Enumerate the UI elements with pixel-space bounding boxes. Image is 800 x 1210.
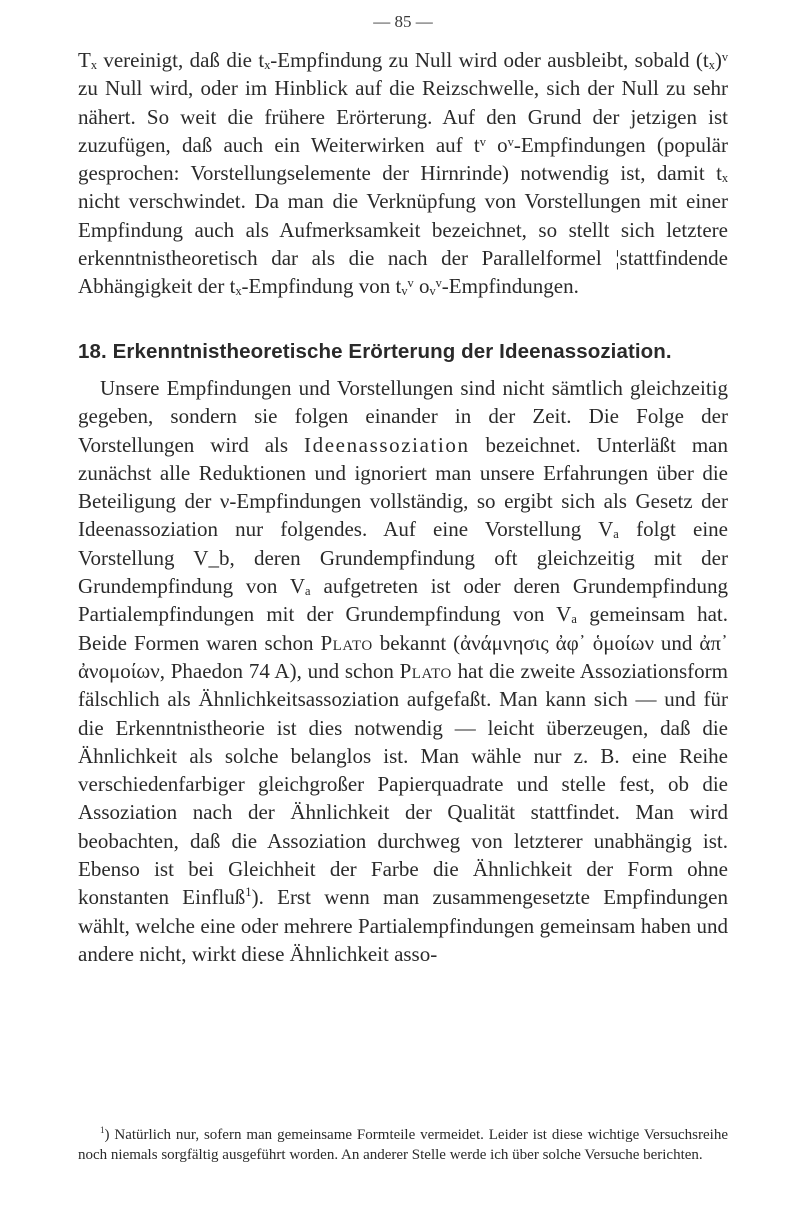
spaced-term: Ideenassoziation	[304, 432, 470, 457]
footnote-reference: 1	[245, 885, 252, 900]
author-name: Plato	[320, 630, 373, 655]
paragraph-ideenassoziation	[78, 374, 728, 968]
page-number: — 85 —	[373, 12, 433, 31]
text-segment: bekannt (ἀνάμνησις ἀφ᾽ ὁμοίων und ἀπ᾽ ἀνομοίων, Phaedon 74 A), und schon	[78, 630, 729, 683]
author-name: Plato	[399, 658, 452, 683]
footnote-marker: 1	[100, 1125, 105, 1135]
text-segment: ). Erst wenn man zusammengesetzte Empfindungen wählt, welche eine oder mehrere Partialempfindungen gemeinsam haben und andere nicht, wirkt diese Ähnlichkeit asso-	[78, 885, 729, 966]
text-segment: bezeichnet. Unterläßt man zunächst alle Reduktionen und ignoriert man unsere Erfahrungen über die Beteiligung der ν-Empfindungen vollständig, so ergibt sich als Gesetz der Ideenassoziation nur folgendes. Auf eine Vorstellung Vₐ folgt eine Vorstellung V_b, deren Grundempfindung oft gleichzeitig mit der Grundempfindung von Vₐ aufgetreten ist oder deren Grundempfindung Partialempfindungen mit der Grundempfindung von Vₐ gemeinsam hat. Beide Formen waren schon	[78, 432, 728, 655]
section-heading: 18. Erkenntnistheoretische Erörterung der Ideenassoziation.	[78, 340, 672, 363]
text-segment: Unsere Empfindungen und Vorstellungen sind nicht sämtlich gleichzeitig gegeben, sondern sie folgen einander in der Zeit. Die Folge der Vorstellungen wird als	[78, 376, 728, 457]
text-segment: hat die zweite Assoziationsform fälschlich als Ähnlichkeitsassoziation aufgefaßt. Man kann sich — und für die Erkenntnistheorie ist dies notwendig — leicht überzeugen, daß die Ähnlichkeit als solche belanglos ist. Man wähle nur z. B. eine Reihe verschiedenfarbiger gleichgroßer Papierquadrate und stelle fest, ob die Assoziation nach der Ähnlichkeit der Qualität stattfindet. Man wird beobachten, daß die Assoziation durchweg von letzterer unabhängig ist. Ebenso ist bei Gleichheit der Farbe die Ähnlichkeit der Form ohne konstanten Einfluß	[78, 658, 728, 910]
footnote-text: ) Natürlich nur, sofern man gemeinsame Formteile vermeidet. Leider ist diese wichtige Versuchsreihe noch niemals sorgfältig ausgeführt worden. An anderer Stelle werde ich über solche Versuche berichten.	[78, 1127, 728, 1163]
paragraph-continued: Tₓ vereinigt, daß die tₓ-Empfindung zu Null wird oder ausbleibt, sobald (tₓ)ᵛ zu Null wird, oder im Hinblick auf die Reizschwelle, sich der Null zu sehr nähert. So weit die frühere Erörterung. Auf den Grund der jetzigen ist zuzufügen, daß auch ein Weiterwirken auf tᵛ oᵛ-Empfindungen (populär gesprochen: Vorstellungselemente der Hirnrinde) notwendig ist, damit tₓ nicht verschwindet. Da man die Verknüpfung von Vorstellungen mit einer Empfindung auch als Aufmerksamkeit bezeichnet, so stellt sich letztere erkenntnistheoretisch dar als die nach der Parallelformel ¦stattfindende Abhängigkeit der tₓ-Empfindung von tᵥᵛ oᵥᵛ-Empfindungen.	[78, 48, 728, 299]
footnote	[78, 1126, 728, 1165]
